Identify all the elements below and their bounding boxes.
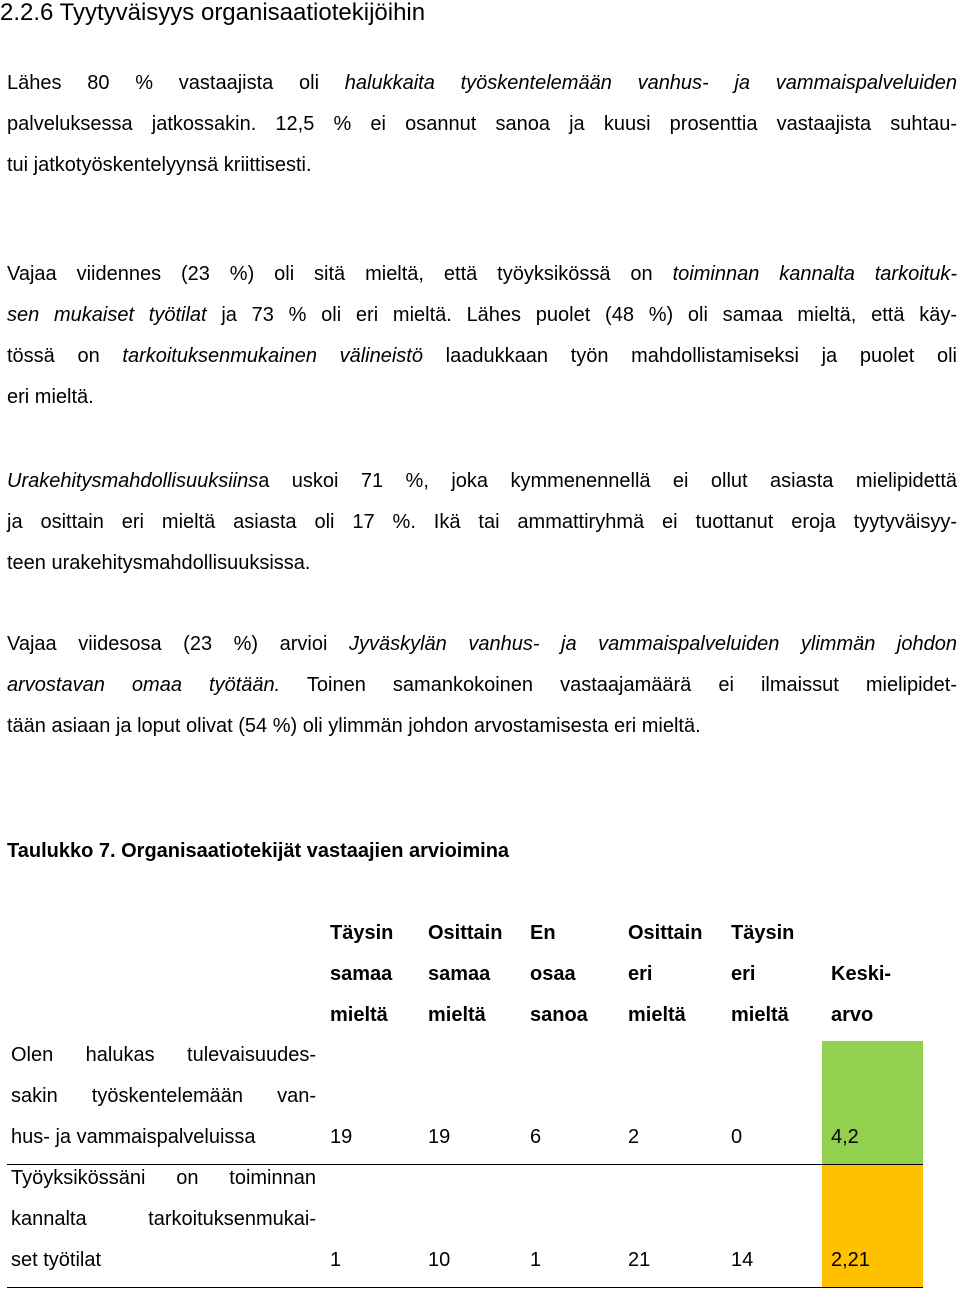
paragraph-line: [7, 543, 957, 584]
italic-text: Jyväskylän vanhus- ja vammaispalveluiden ylimmän johdon: [348, 633, 957, 655]
column-header-line: samaa: [330, 963, 393, 985]
column-header-line: Keski-: [831, 963, 892, 985]
column-header-line: mieltä: [330, 1004, 388, 1026]
column-header-line: eri: [731, 963, 756, 985]
text-run: tui jatkotyöskentelyynsä kriittisesti.: [7, 154, 312, 176]
text-run: palveluksessa jatkossakin. 12,5 % ei osannut sanoa ja kuusi prosenttia vastaajista suhtau-: [7, 113, 957, 135]
paragraph-line: [7, 624, 957, 665]
body-paragraph: [7, 63, 957, 186]
column-header-line: sanoa: [530, 1004, 588, 1026]
body-paragraph: [7, 461, 957, 584]
paragraph-line: [7, 295, 957, 336]
italic-text: sen mukaiset työtilat: [7, 304, 207, 326]
column-header: [428, 913, 502, 1036]
row-divider: [7, 1164, 923, 1165]
column-header: [330, 913, 393, 1036]
column-header-line: arvo: [831, 1004, 874, 1026]
text-run: teen urakehitysmahdollisuuksissa.: [7, 552, 311, 574]
paragraph-line: [7, 336, 957, 377]
table-cell: 19: [428, 1126, 451, 1148]
table-cell: 2: [628, 1126, 640, 1148]
column-header-line: Osittain: [428, 922, 503, 944]
average-cell: 2,21: [831, 1249, 870, 1271]
column-header: [731, 913, 794, 1036]
text-run: ja 73 % oli eri mieltä. Lähes puolet (48 %) oli samaa mieltä, että käy-: [206, 304, 957, 326]
column-header-line: osaa: [530, 963, 576, 985]
table-cell: 1: [530, 1249, 542, 1271]
text-run: laadukkaan työn mahdollistamiseksi ja puolet oli: [423, 345, 957, 367]
paragraph-line: [7, 63, 957, 104]
column-header-line: mieltä: [731, 1004, 789, 1026]
column-header-line: mieltä: [428, 1004, 486, 1026]
row-label: [11, 1035, 316, 1158]
paragraph-line: [7, 254, 957, 295]
table-cell: 21: [628, 1249, 651, 1271]
italic-text: tarkoituksenmukainen välineistö: [122, 345, 423, 367]
column-header-line: samaa: [428, 963, 491, 985]
text-run: Vajaa viidennes (23 %) oli sitä mieltä, että työyksikössä on: [7, 263, 673, 285]
text-run: Toinen samankokoinen vastaajamäärä ei ilmaissut mielipidet-: [280, 674, 958, 696]
row-label-line: set työtilat: [11, 1249, 102, 1271]
paragraph-line: [7, 145, 957, 186]
table-cell: 0: [731, 1126, 743, 1148]
row-divider: [7, 1287, 923, 1288]
column-header: [628, 913, 702, 1036]
section-heading: 2.2.6 Tyytyväisyys organisaatiotekijöihin: [0, 0, 426, 26]
paragraph-line: [7, 104, 957, 145]
italic-text: arvostavan omaa työtään.: [7, 674, 281, 696]
row-label-line: Työyksikössäni on toiminnan: [11, 1167, 316, 1189]
average-cell: 4,2: [831, 1126, 859, 1148]
row-label-line: hus- ja vammaispalveluissa: [11, 1126, 256, 1148]
paragraph-line: [7, 706, 957, 747]
column-header-line: Täysin: [330, 922, 394, 944]
italic-text: Urakehitysmahdollisuuksiins: [7, 470, 259, 492]
table-caption: Taulukko 7. Organisaatiotekijät vastaajien arvioimina: [7, 840, 510, 862]
text-run: Lähes 80 % vastaajista oli: [7, 72, 345, 94]
row-label-line: sakin työskentelemään van-: [11, 1085, 316, 1107]
table-cell: 1: [330, 1249, 342, 1271]
column-header-line: eri: [628, 963, 653, 985]
column-header: [831, 954, 891, 1036]
row-label-line: Olen halukas tulevaisuudes-: [11, 1044, 316, 1066]
text-run: ja osittain eri mieltä asiasta oli 17 %. Ikä tai ammattiryhmä ei tuottanut eroja tyytyväisyy-: [7, 511, 957, 533]
text-run: tään asiaan ja loput olivat (54 %) oli ylimmän johdon arvostamisesta eri mieltä.: [7, 715, 701, 737]
text-run: eri mieltä.: [7, 386, 94, 408]
italic-text: halukkaita työskentelemään vanhus- ja vammaispalveluiden: [344, 72, 957, 94]
body-paragraph: [7, 624, 957, 747]
table-cell: 14: [731, 1249, 754, 1271]
italic-text: toiminnan kannalta tarkoituk-: [672, 263, 957, 285]
text-run: a uskoi 71 %, joka kymmenennellä ei ollut asiasta mielipidettä: [258, 470, 957, 492]
text-run: tössä on: [7, 345, 123, 367]
column-header: [530, 913, 588, 1036]
table-cell: 6: [530, 1126, 542, 1148]
column-header-line: Täysin: [731, 922, 795, 944]
body-paragraph: [7, 254, 957, 418]
text-run: Vajaa viidesosa (23 %) arvioi: [7, 633, 349, 655]
table-cell: 19: [330, 1126, 353, 1148]
paragraph-line: [7, 665, 957, 706]
row-label-line: kannalta tarkoituksenmukai-: [11, 1208, 316, 1230]
paragraph-line: [7, 461, 957, 502]
column-header-line: mieltä: [628, 1004, 686, 1026]
paragraph-line: [7, 377, 957, 418]
table-cell: 10: [428, 1249, 451, 1271]
paragraph-line: [7, 502, 957, 543]
column-header-line: Osittain: [628, 922, 703, 944]
row-label: [11, 1158, 316, 1281]
column-header-line: En: [530, 922, 556, 944]
